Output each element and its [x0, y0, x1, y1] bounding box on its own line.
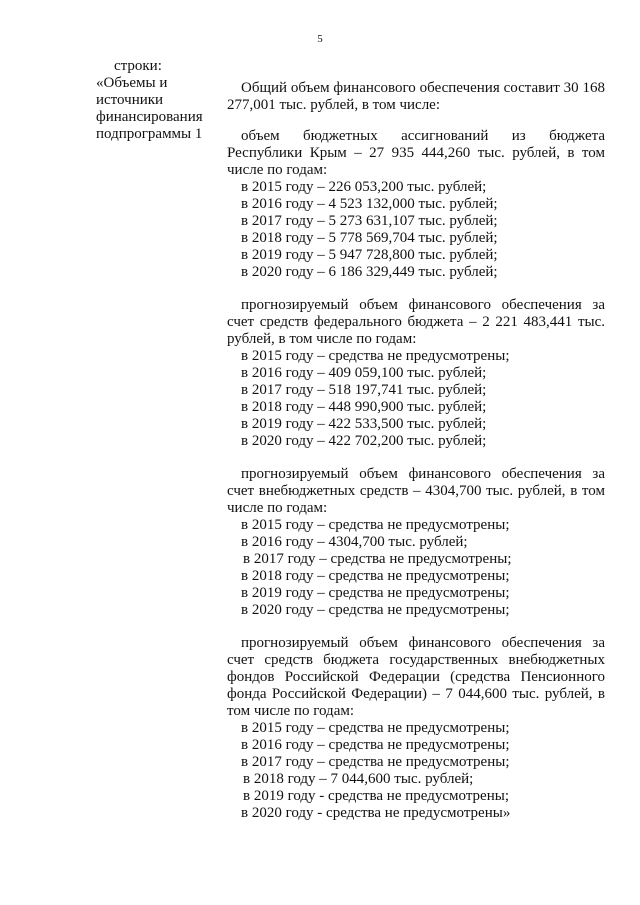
year-item: в 2017 году – средства не предусмотрены;: [243, 551, 512, 567]
year-item: в 2018 году – средства не предусмотрены;: [241, 568, 510, 584]
year-item: в 2018 году – 5 778 569,704 тыс. рублей;: [241, 230, 498, 246]
federal-budget-block: [227, 297, 605, 450]
row-label-line: источники: [96, 92, 164, 108]
year-list: [227, 179, 605, 281]
year-item: в 2018 году – 7 044,600 тыс. рублей;: [243, 771, 474, 787]
year-item: в 2017 году – средства не предусмотрены;: [241, 754, 510, 770]
year-item: в 2019 году – 5 947 728,800 тыс. рублей;: [241, 247, 498, 263]
year-list: [227, 348, 605, 450]
year-item: в 2020 году – 422 702,200 тыс. рублей;: [241, 433, 487, 449]
total-financing-block: [227, 80, 605, 114]
year-item: в 2020 году – 6 186 329,449 тыс. рублей;: [241, 264, 498, 280]
intro-label: строки:: [114, 58, 162, 74]
year-item: в 2017 году – 518 197,741 тыс. рублей;: [241, 382, 487, 398]
year-item: в 2016 году – 4 523 132,000 тыс. рублей;: [241, 196, 498, 212]
year-item: в 2019 году – 422 533,500 тыс. рублей;: [241, 416, 487, 432]
republic-budget-block: [227, 128, 605, 281]
year-item: в 2015 году – средства не предусмотрены;: [241, 348, 510, 364]
year-item: в 2017 году – 5 273 631,107 тыс. рублей;: [241, 213, 498, 229]
row-label-line: подпрограммы 1: [96, 126, 203, 142]
year-item: в 2015 году – 226 053,200 тыс. рублей;: [241, 179, 487, 195]
year-item: в 2016 году – 4304,700 тыс. рублей;: [241, 534, 468, 550]
year-item: в 2020 году – средства не предусмотрены;: [241, 602, 510, 618]
financing-text-column: [227, 80, 605, 838]
year-item: в 2019 году - средства не предусмотрены;: [243, 788, 509, 804]
year-item: в 2015 году – средства не предусмотрены;: [241, 720, 510, 736]
year-item: в 2018 году – 448 990,900 тыс. рублей;: [241, 399, 487, 415]
year-item: в 2019 году – средства не предусмотрены;: [241, 585, 510, 601]
row-label-line: финансирования: [96, 109, 203, 125]
year-item: в 2020 году - средства не предусмотрены»: [241, 805, 511, 821]
page-number: 5: [317, 33, 323, 45]
row-label-line: «Объемы и: [96, 75, 168, 91]
year-list: [227, 517, 605, 619]
total-financing-paragraph: Общий объем финансового обеспечения составит 30 168 277,001 тыс. рублей, в том числе:: [227, 80, 605, 113]
pension-fund-block: [227, 635, 605, 822]
section-lead: прогнозируемый объем финансового обеспечения за счет средств бюджета государственных внебюджетных фондов Российской Федерации (средства Пенсионного фонда Российской Федерации) – 7 044,600 тыс. рублей, в том числе по годам:: [227, 635, 605, 719]
year-item: в 2016 году – средства не предусмотрены;: [241, 737, 510, 753]
section-lead: прогнозируемый объем финансового обеспечения за счет внебюджетных средств – 4304,700 тыс. рублей, в том числе по годам:: [227, 466, 605, 516]
year-item: в 2015 году – средства не предусмотрены;: [241, 517, 510, 533]
section-lead: объем бюджетных ассигнований из бюджета Республики Крым – 27 935 444,260 тыс. рублей, в том числе по годам:: [227, 128, 605, 178]
extrabudgetary-block: [227, 466, 605, 619]
year-list: [227, 720, 605, 822]
row-label-column: [96, 58, 226, 143]
year-item: в 2016 году – 409 059,100 тыс. рублей;: [241, 365, 487, 381]
section-lead: прогнозируемый объем финансового обеспечения за счет средств федерального бюджета – 2 221 483,441 тыс. рублей, в том числе по годам:: [227, 297, 605, 347]
